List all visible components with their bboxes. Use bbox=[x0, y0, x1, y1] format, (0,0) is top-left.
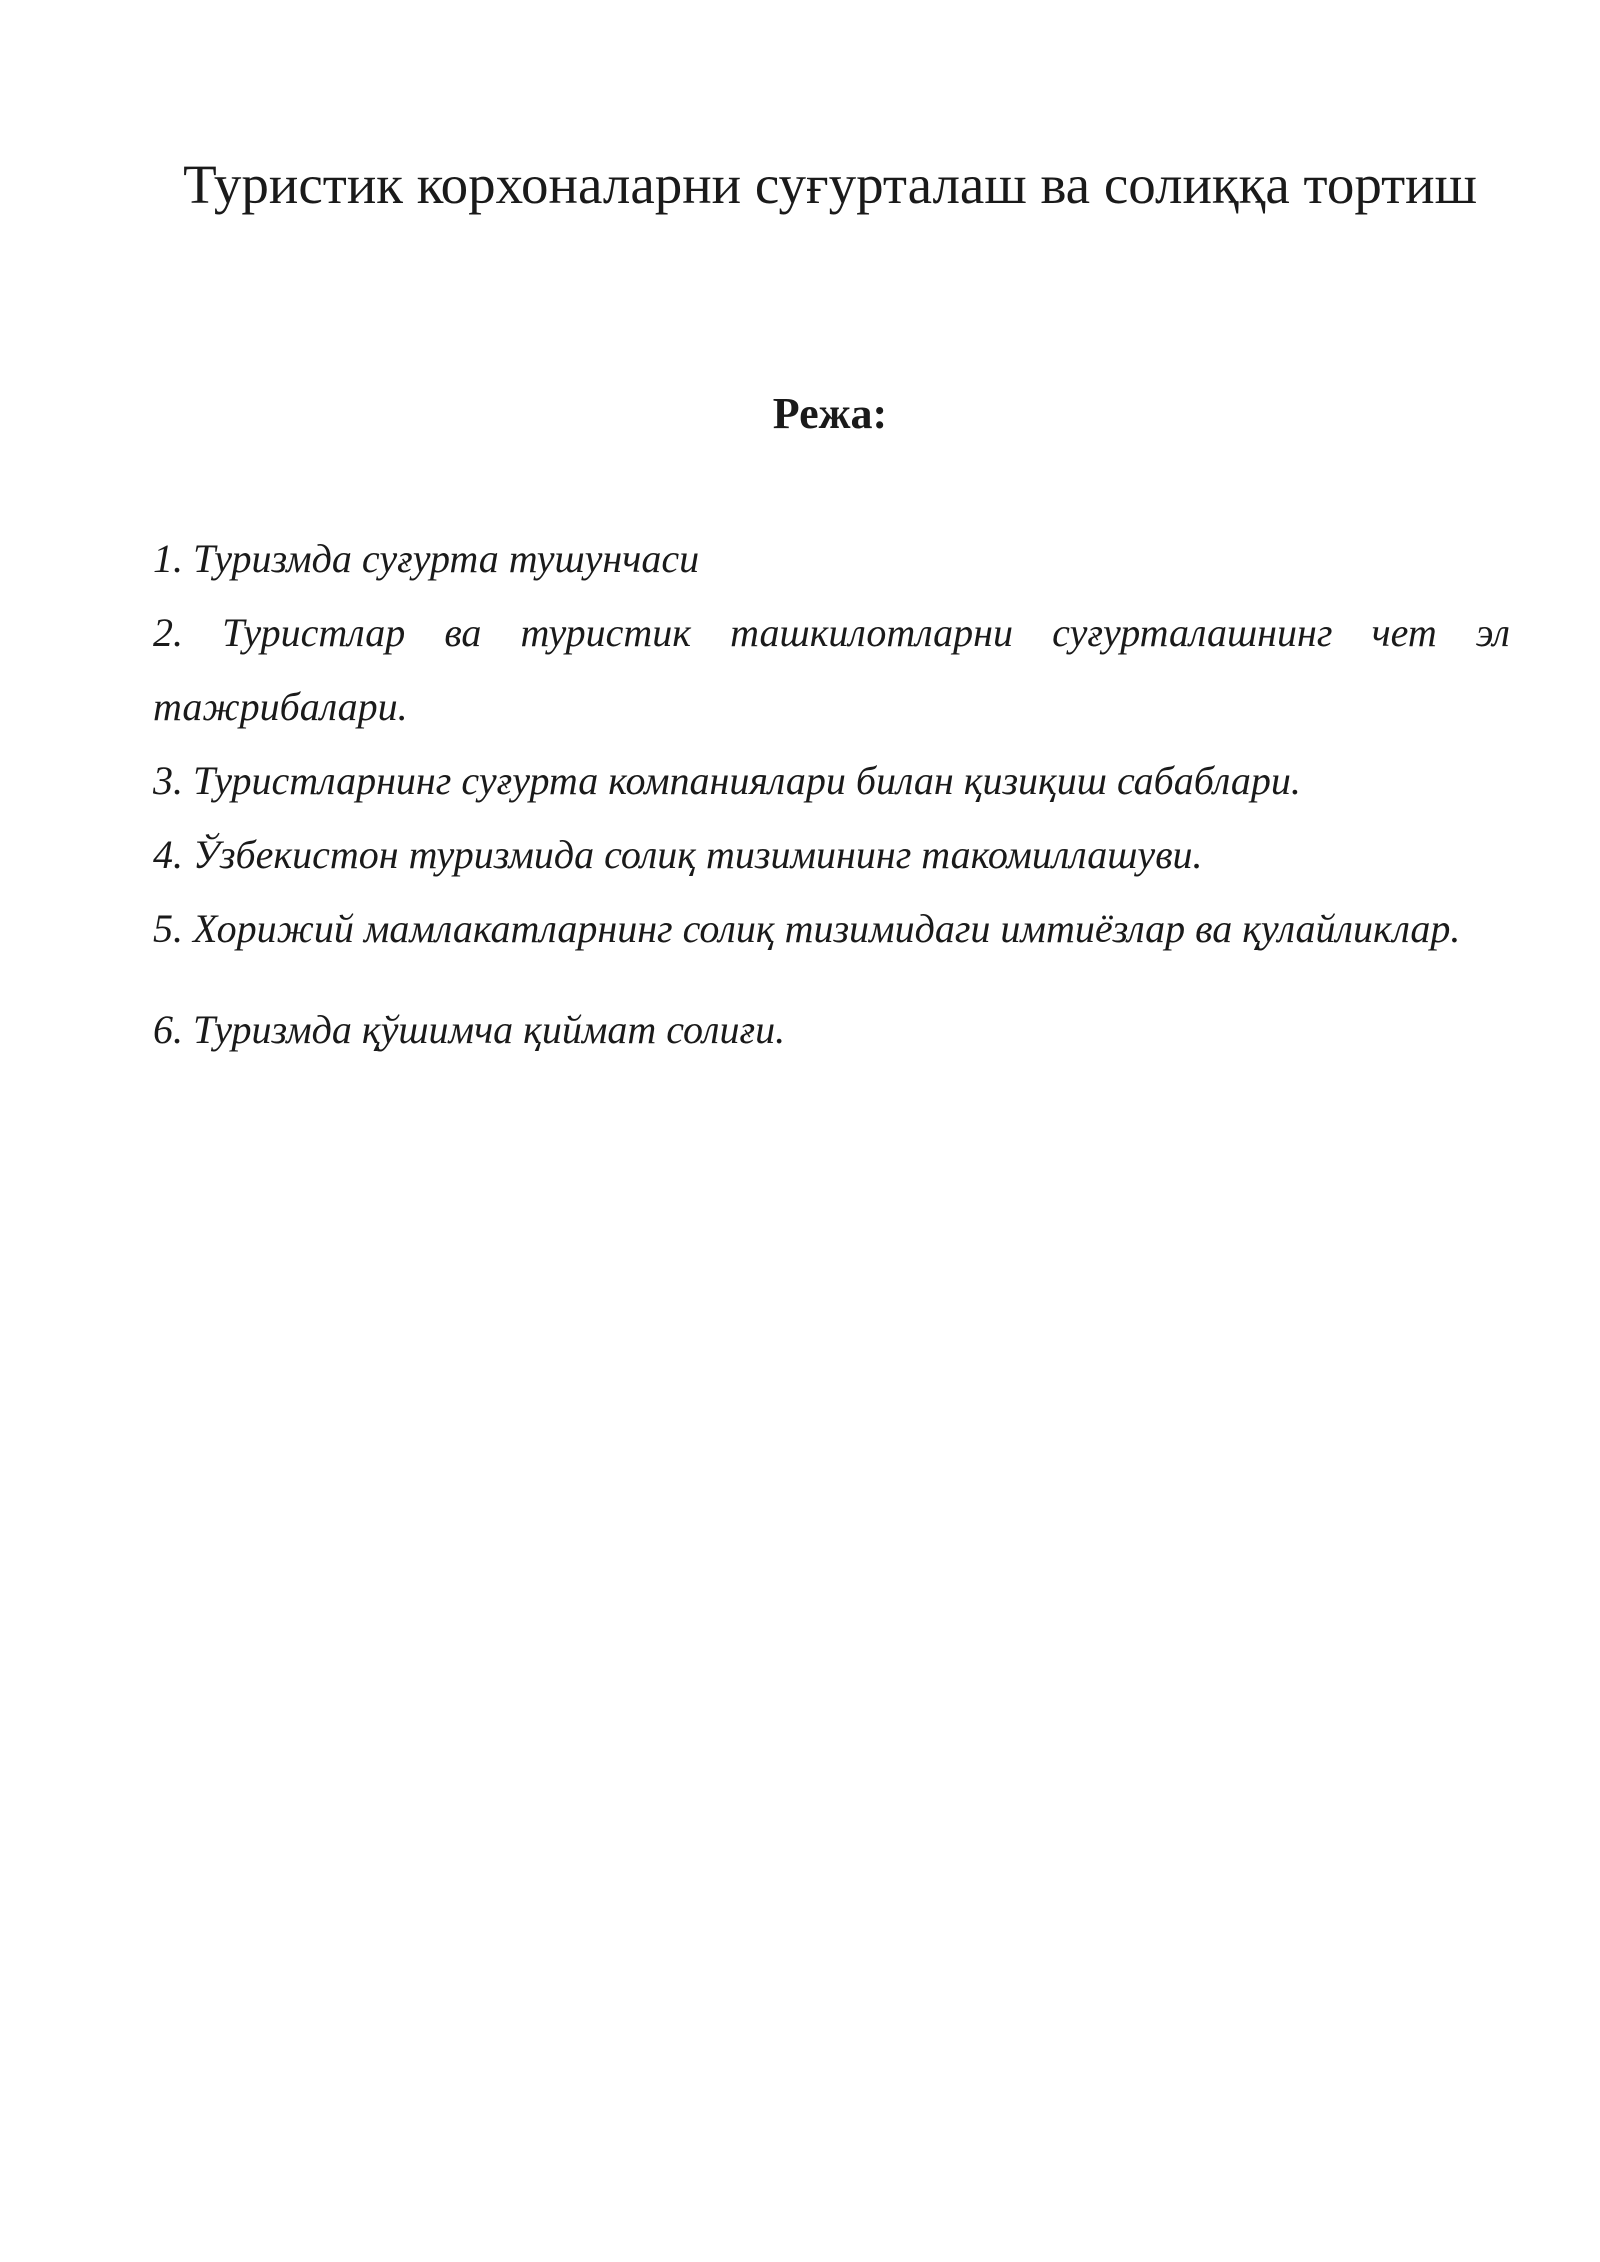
plan-list bbox=[153, 522, 1510, 1067]
plan-item: 2. Туристлар ва туристик ташкилотларни суғурталашнинг чет эл тажрибалари. bbox=[153, 610, 1510, 729]
document-title: Туристик корхоналарни суғурталаш ва солиққа тортиш bbox=[183, 154, 1477, 215]
plan-item: 3. Туристларнинг суғурта компаниялари билан қизиқиш сабаблари. bbox=[153, 758, 1301, 803]
plan-item: 6. Туризмда қўшимча қиймат солиғи. bbox=[153, 1007, 786, 1052]
plan-item: 5. Хорижий мамлакатларнинг солиқ тизимидаги имтиёзлар ва қулайликлар. bbox=[153, 906, 1461, 951]
plan-heading: Режа: bbox=[772, 389, 888, 438]
plan-item: 4. Ўзбекистон туризмида солиқ тизимининг такомиллашуви. bbox=[153, 832, 1203, 877]
plan-item: 1. Туризмда суғурта тушунчаси bbox=[153, 536, 700, 581]
